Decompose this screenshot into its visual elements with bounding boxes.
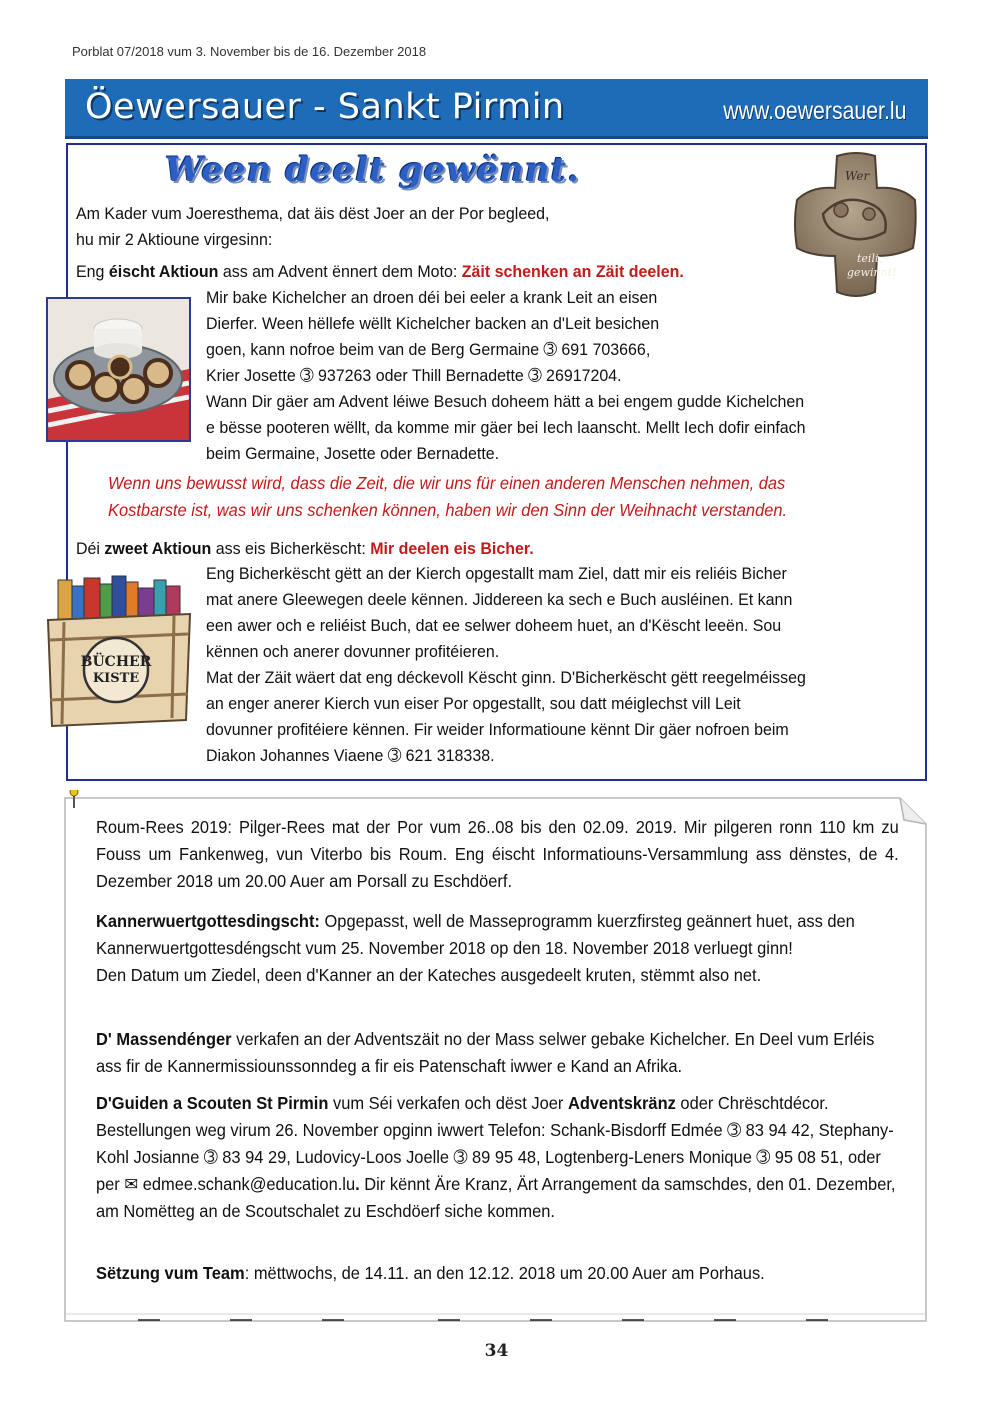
quote bbox=[108, 470, 851, 524]
notice-kanner-text2: Den Datum um Ziedel, deen d'Kanner an der Kateches ausgedeelt kruten, stëmmt also net. bbox=[96, 965, 762, 985]
headline: Ween deelt gewënnt. bbox=[165, 150, 581, 190]
header-banner bbox=[65, 79, 928, 139]
notice-guiden-title: D'Guiden a Scouten St Pirmin bbox=[96, 1093, 329, 1113]
action2-motto: Mir deelen eis Bicher. bbox=[370, 539, 534, 558]
action1-line: beim Germaine, Josette oder Bernadette. bbox=[206, 444, 500, 463]
action1-text bbox=[206, 285, 875, 467]
quote-line-2: Kostbarste ist, was wir uns schenken können, haben wir den Sinn der Weihnacht verstanden. bbox=[108, 500, 788, 520]
running-head: Porblat 07/2018 vum 3. November bis de 16. Dezember 2018 bbox=[72, 44, 427, 59]
notice-guiden-dot: . bbox=[355, 1174, 360, 1194]
banner-url[interactable]: www.oewersauer.lu bbox=[722, 97, 906, 125]
action2-text bbox=[206, 561, 875, 769]
action1-line: Krier Josette ➂ 937263 oder Thill Bernadette ➂ 26917204. bbox=[206, 366, 622, 385]
notice-guiden-bold2: Adventskränz bbox=[567, 1093, 676, 1113]
action1-line: Wann Dir gäer am Advent léiwe Besuch doheem hätt a bei engem gudde Kichelchen bbox=[206, 392, 805, 411]
action1-bold: éischt Aktioun bbox=[108, 262, 219, 281]
action1-line: Dierfer. Ween hëllefe wëllt Kichelcher backen an d'Leit besichen bbox=[206, 314, 660, 333]
quote-line-1: Wenn uns bewusst wird, dass die Zeit, die wir uns für einen anderen Menschen nehmen, das bbox=[108, 473, 786, 493]
notice-guiden-t1: vum Séi verkafen och dëst Joer bbox=[328, 1093, 568, 1113]
notice-massen-text: verkafen an der Adventszäit no der Mass selwer gebake Kichelcher. En Deel vum Erléis ass fir de Kannermissiounssonndeg a fir eis Patenschaft iwwer e Kand an Afrika. bbox=[96, 1029, 875, 1076]
clay-cross-image bbox=[793, 152, 919, 300]
notice-setzung-text: : mëttwochs, de 14.11. an den 12.12. 2018 um 20.00 Auer am Porhaus. bbox=[244, 1263, 765, 1283]
cross-text-2: teilt, bbox=[857, 252, 883, 265]
notice-roum-text: : Pilger-Rees mat der Por vum 26..08 bis den 02.09. 2019. Mir pilgeren ronn 110 km zu Fouss um Fankenweg, vun Viterbo bis Roum. Eng éischt Informatiouns-Versammlung ass dënstes, de 4. Dezember 2018 um 20.00 Auer am Porsall zu Eschdöerf. bbox=[96, 817, 899, 891]
notice-kanner-title: Kannerwuertgottesdingscht: bbox=[96, 911, 320, 931]
notice-massen-title: D' Massendénger bbox=[96, 1029, 232, 1049]
action2-line: een awer och e reliéist Buch, dat ee selwer doheem huet, an d'Këscht leeën. Sou bbox=[206, 616, 782, 635]
action1-line: goen, kann nofroe beim van de Berg Germaine ➂ 691 703666, bbox=[206, 340, 651, 359]
notice-guiden bbox=[96, 1090, 899, 1225]
action2-line: dovunner profitéiere kënnen. Fir weider Informatioune kënnt Dir gäer nofroen beim bbox=[206, 720, 789, 739]
banner-title: Öewersauer - Sankt Pirmin bbox=[85, 87, 565, 127]
notice-guiden-t3: Dir kënnt Äre Kranz, Ärt Arrangement da samschdes, den 01. Dezember, am Nomëtteg an de Scoutschalet zu Eschdöerf siche kommen. bbox=[96, 1174, 896, 1221]
action2-mid: ass eis Bicherkëscht: bbox=[211, 539, 371, 558]
intro-line-1: Am Kader vum Joeresthema, dat äis dëst Joer an der Por begleed, bbox=[76, 204, 550, 223]
action1-line: Mir bake Kichelcher an droen déi bei eeler a krank Leit an eisen bbox=[206, 288, 658, 307]
intro-line-2: hu mir 2 Aktioune virgesinn: bbox=[76, 230, 273, 249]
action1-motto: Zäit schenken an Zäit deelen. bbox=[461, 262, 684, 281]
action2-pre: Déi bbox=[76, 539, 105, 558]
crate-label-2: KISTE bbox=[92, 671, 140, 686]
notice-setzung-title: Sëtzung vum Team bbox=[96, 1263, 245, 1283]
action2-line: Diakon Johannes Viaene ➂ 621 318338. bbox=[206, 746, 495, 765]
action2-line: Mat der Zäit wäert dat eng déckevoll Këscht ginn. D'Bicherkëscht gëtt reegelméisseg bbox=[206, 668, 806, 687]
action2-line: an enger anerer Kierch vun eiser Por opgestallt, sou datt méiglechst vill Leit bbox=[206, 694, 741, 713]
notice-kanner-text: Opgepasst, well de Masseprogramm kuerzfirsteg geännert huet, ass den Kannerwuertgottesdéngscht vum 25. November 2018 op den 18. November 2018 verluegt ginn! bbox=[96, 911, 855, 958]
action1-heading bbox=[76, 259, 684, 285]
notice-kanner bbox=[96, 908, 899, 989]
action1-line: e bësse pooteren wëllt, da komme mir gäer bei Iech laanscht. Mellt Iech dofir einfach bbox=[206, 418, 806, 437]
action1-mid: ass am Advent ënnert dem Moto: bbox=[218, 262, 462, 281]
notice-roum bbox=[96, 814, 899, 895]
action2-line: Eng Bicherkëscht gëtt an der Kierch opgestallt mam Ziel, datt mir eis reliéis Bicher bbox=[206, 564, 787, 583]
cross-text-1: Wer bbox=[845, 169, 870, 183]
notice-massen bbox=[96, 1026, 899, 1080]
action2-line: kënnen och anerer dovunner profitéieren. bbox=[206, 642, 500, 661]
action1-pre: Eng bbox=[76, 262, 109, 281]
notice-guiden-t2: oder Chrëschtdécor. Bestellungen weg virum 26. November opginn iwwert Telefon: Schank-Bisdorff Edmée ➂ 83 94 42, Stephany-Kohl Josianne ➂ 83 94 29, Ludovicy-Loos Joelle ➂ 89 95 48, Logtenberg-Leners Monique ➂ 95 08 51, oder per ✉ edmee.schank@education.lu bbox=[96, 1093, 894, 1194]
notice-roum-title: Roum-Rees 2019 bbox=[96, 817, 228, 837]
cross-text-3: gewinnt! bbox=[847, 266, 897, 279]
crate-label-1: BÜCHER bbox=[80, 654, 152, 670]
notice-setzung bbox=[96, 1260, 899, 1287]
action2-heading bbox=[76, 536, 534, 562]
page-number: 34 bbox=[484, 1341, 509, 1361]
book-crate-image bbox=[44, 570, 194, 728]
cookies-photo bbox=[46, 297, 191, 442]
action2-bold: zweet Aktioun bbox=[104, 539, 212, 558]
action2-line: mat anere Gleewegen deele kënnen. Jiddereen ka sech e Buch ausléinen. Et kann bbox=[206, 590, 793, 609]
